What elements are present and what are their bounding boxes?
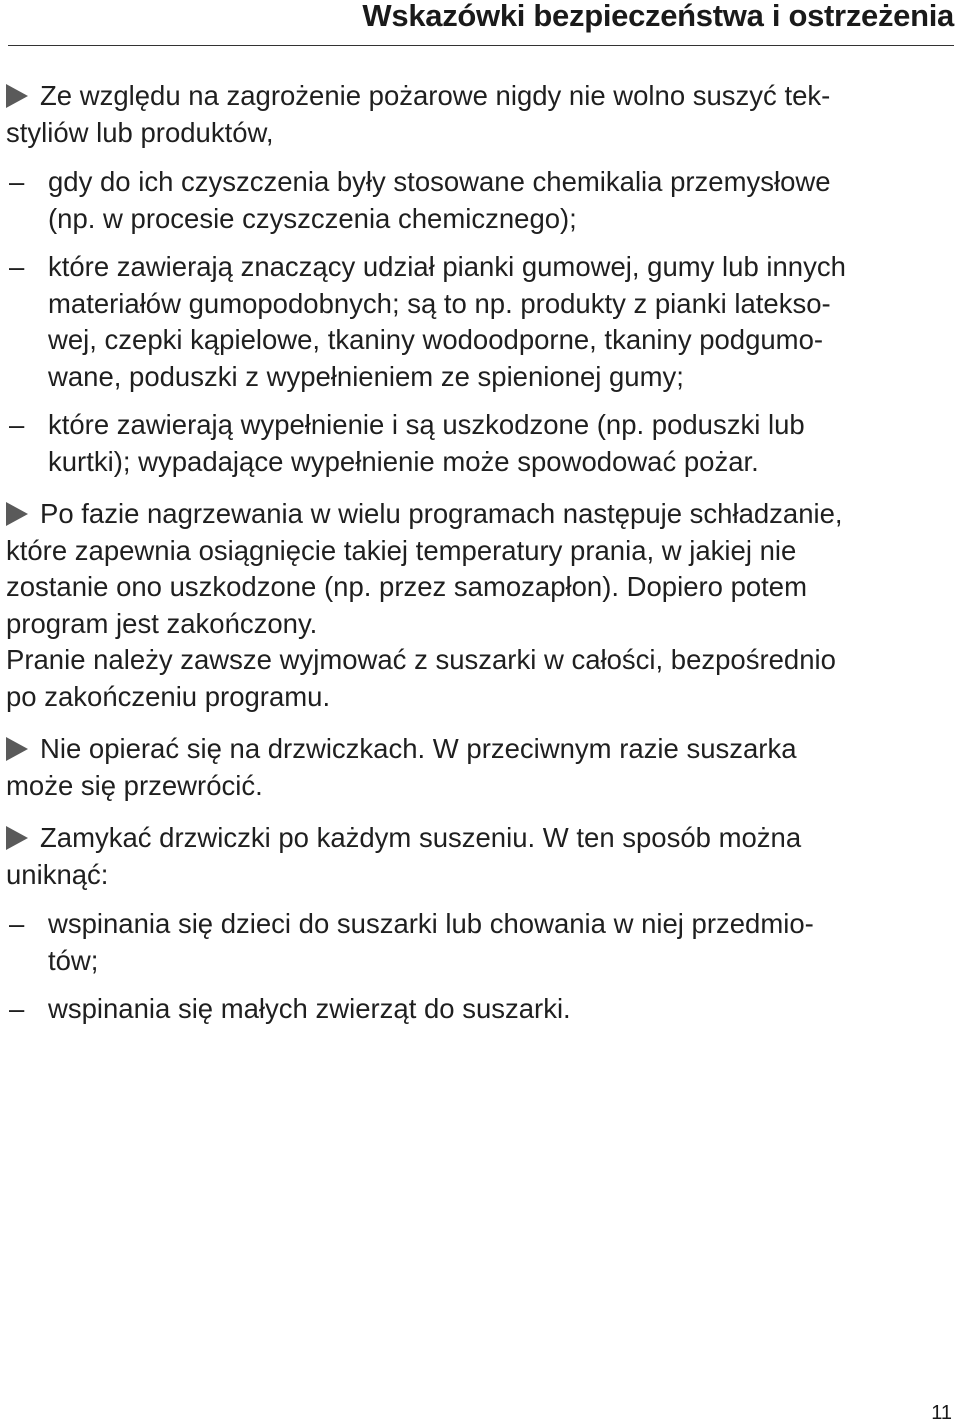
list-item: – które zawierają wypełnienie i są uszkodzone (np. poduszki lub kurtki); wypadające wypełnienie może spowodować pożar. [9, 409, 805, 477]
page-header [0, 0, 960, 46]
warning-section-fire [6, 78, 946, 480]
warning-text: Nie opierać się na drzwiczkach. W przeciwnym razie suszarka może się przewrócić. [6, 733, 797, 801]
triangle-right-icon [6, 737, 28, 761]
warning-text: Ze względu na zagrożenie pożarowe nigdy nie wolno suszyć tek- styliów lub produktów, [6, 80, 831, 148]
page-content [6, 78, 946, 1028]
warning-list [6, 164, 946, 480]
header-divider [8, 45, 954, 46]
list-item: – gdy do ich czyszczenia były stosowane chemikalia przemysłowe (np. w procesie czyszczenia chemicznego); [9, 166, 831, 234]
warning-section-cooling [6, 496, 946, 715]
triangle-right-icon [6, 84, 28, 108]
triangle-right-icon [6, 502, 28, 526]
dash-bullet: – [9, 908, 25, 939]
note-text: Pranie należy zawsze wyjmować z suszarki w całości, bezpośrednio po zakończeniu programu. [6, 644, 836, 712]
warning-section-door-close [6, 820, 946, 1028]
list-item: – wspinania się dzieci do suszarki lub chowania w niej przedmio- tów; [9, 908, 814, 976]
dash-bullet: – [9, 409, 25, 440]
warning-text: Po fazie nagrzewania w wielu programach następuje schładzanie, które zapewnia osiągnięcie takiej temperatury prania, w jakiej nie zostanie ono uszkodzone (np. przez samozapłon). Dopiero potem program jest zakończony. [6, 498, 843, 639]
warning-section-door-lean [6, 731, 946, 804]
warning-text: Zamykać drzwiczki po każdym suszeniu. W ten sposób można uniknąć: [6, 822, 802, 890]
dash-bullet: – [9, 993, 25, 1024]
list-item: – wspinania się małych zwierząt do suszarki. [6, 991, 946, 1028]
page-number: 11 [931, 1402, 952, 1424]
warning-list [6, 906, 946, 1028]
dash-bullet: – [9, 251, 25, 282]
list-item: – które zawierają znaczący udział pianki gumowej, gumy lub innych materiałów gumopodobnych; są to np. produkty z pianki lateksо- wej, czepki kąpielowe, tkaniny wodoodporne, tkaniny podgumo- wane, poduszki z wypełnieniem ze spienionej gumy; [9, 251, 846, 392]
dash-bullet: – [9, 166, 25, 197]
triangle-right-icon [6, 826, 28, 850]
page-title: Wskazówki bezpieczeństwa i ostrzeżenia [362, 0, 954, 33]
